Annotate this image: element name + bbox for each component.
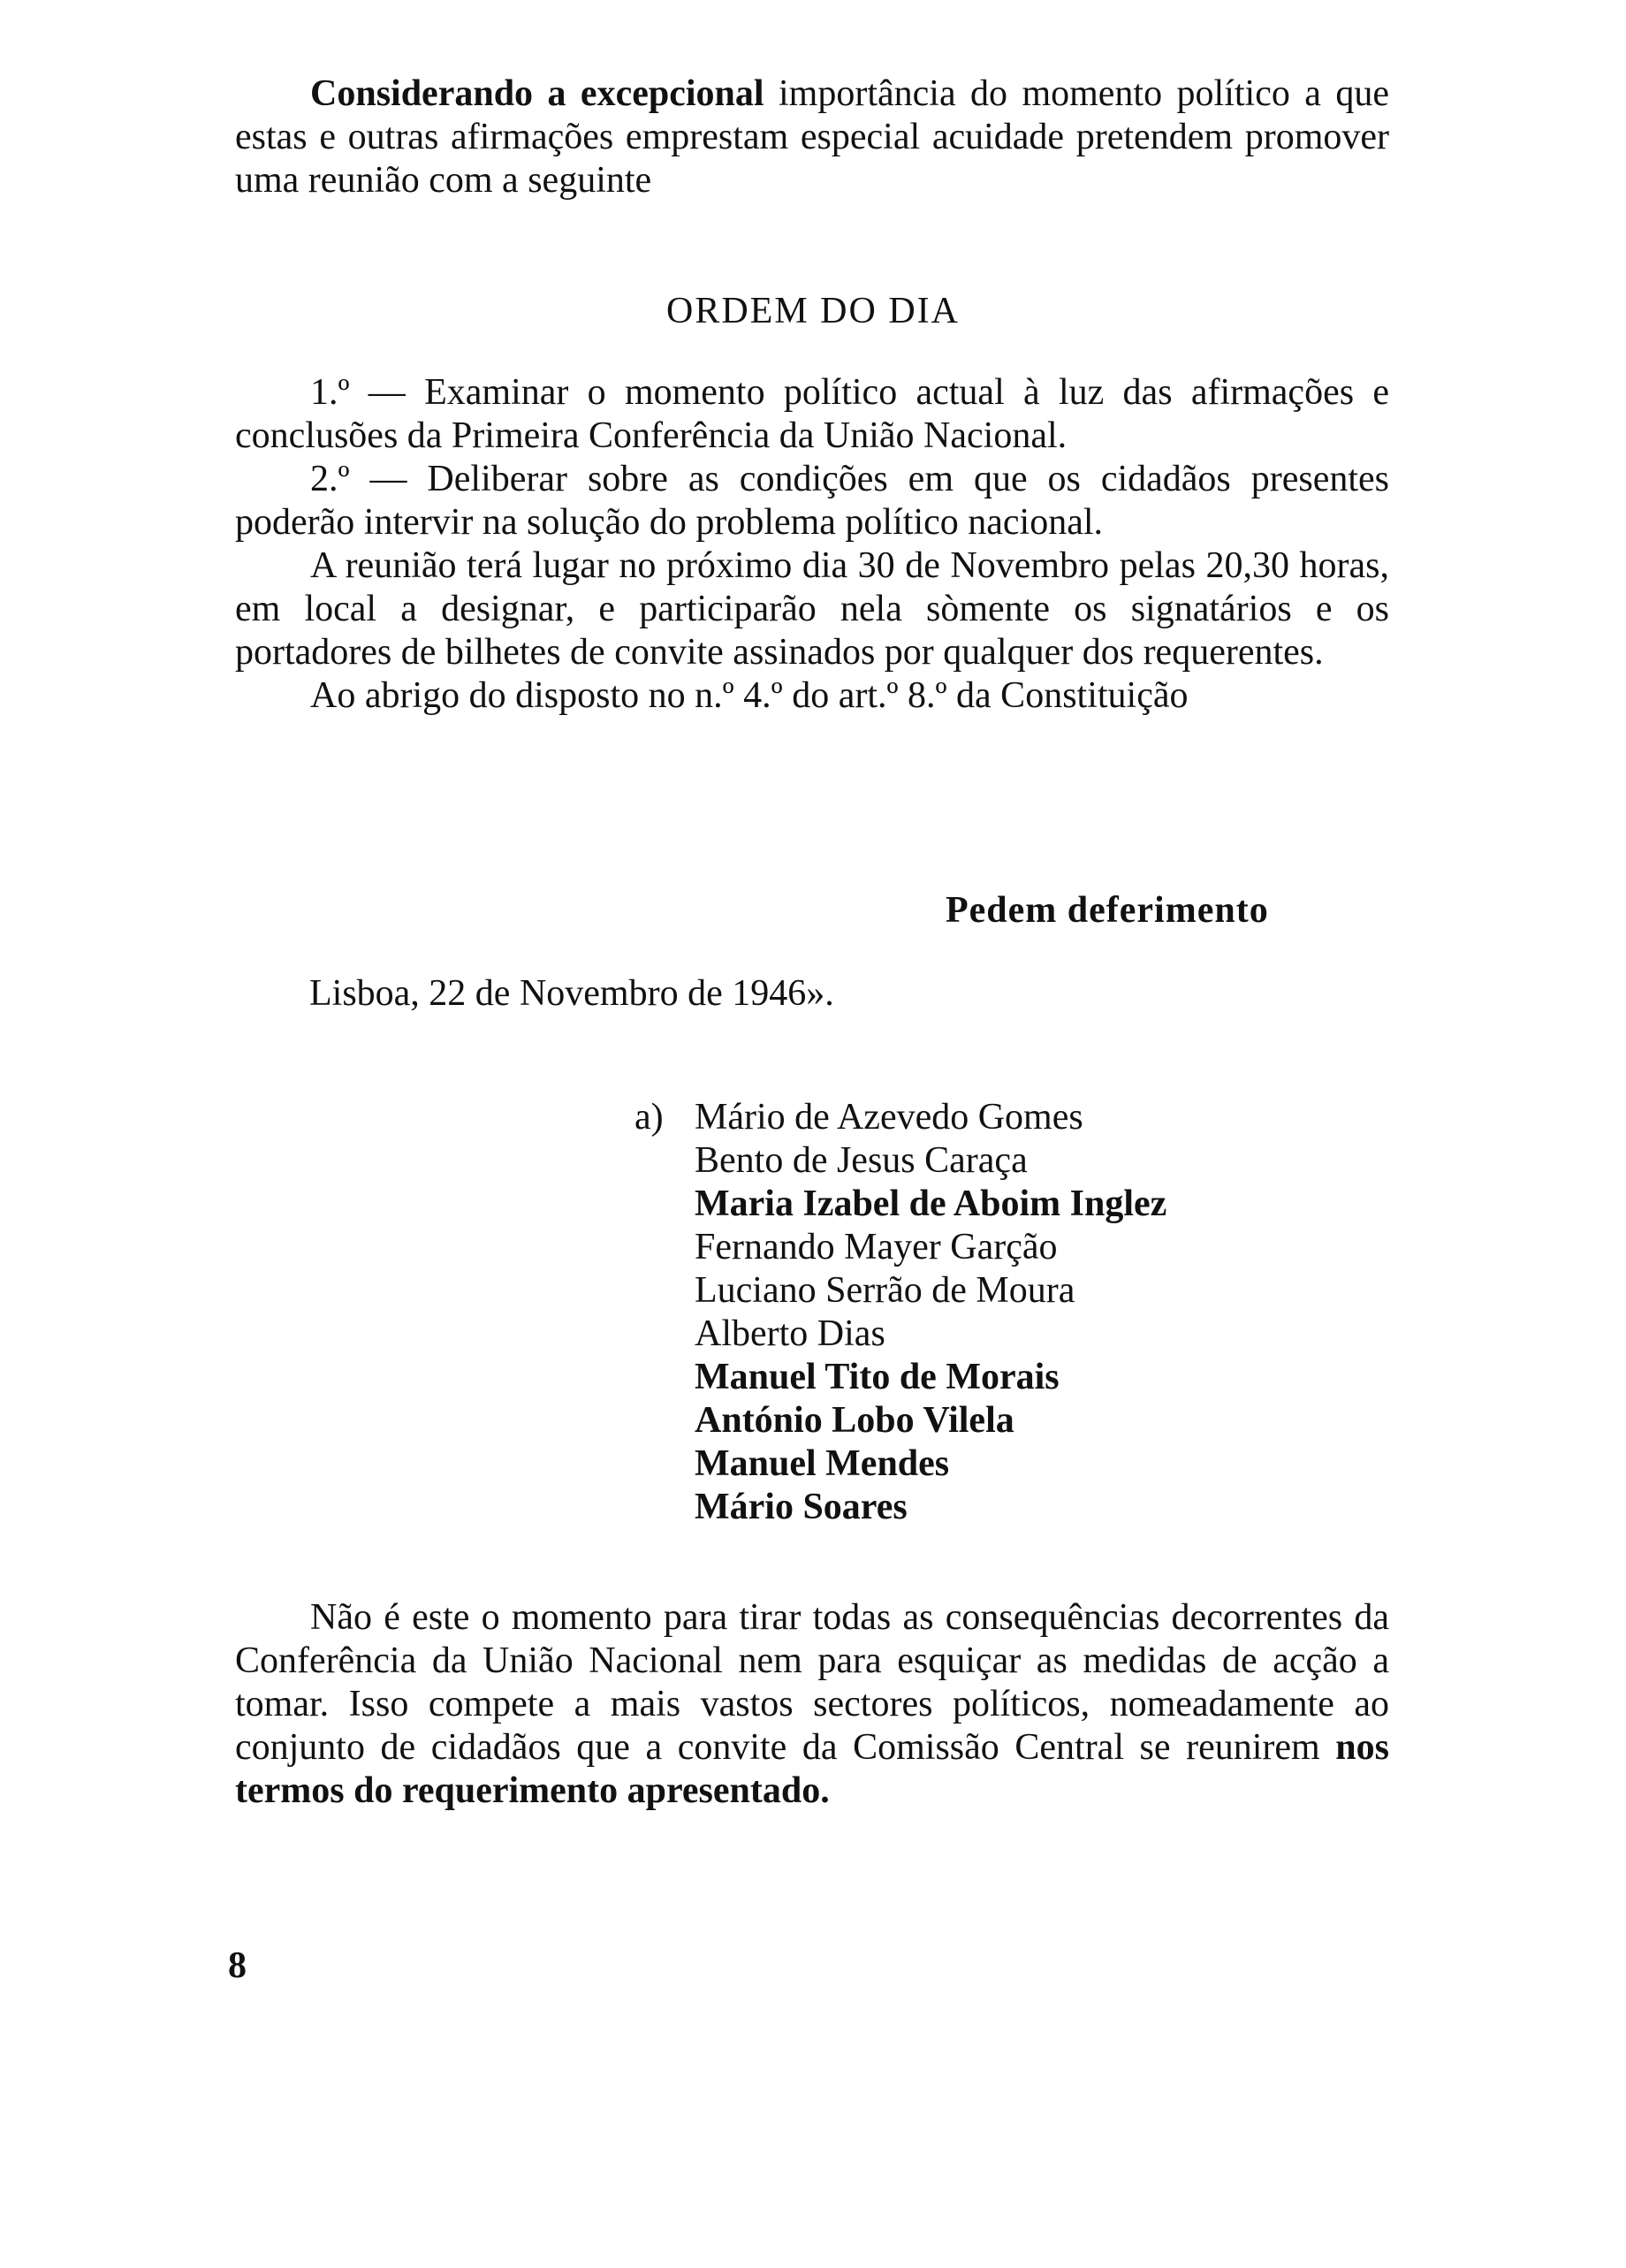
agenda-item-1: 1.º — Examinar o momento político actual à luz das afirmações e conclusões da Primeira Conferência da União Nacional. — [235, 372, 1389, 456]
signatures-marker: a) — [634, 1097, 664, 1138]
signatory: Mário de Azevedo Gomes — [695, 1097, 1083, 1138]
legal-basis-paragraph: Ao abrigo do disposto no n.º 4.º do art.º 8.º da Constituição — [310, 675, 1189, 716]
signatory: Mário Soares — [695, 1487, 908, 1527]
signatory: Bento de Jesus Caraça — [695, 1140, 1028, 1181]
dateline: Lisboa, 22 de Novembro de 1946». — [309, 973, 834, 1014]
signatory: António Lobo Vilela — [695, 1400, 1014, 1441]
signatory: Maria Izabel de Aboim Inglez — [695, 1183, 1167, 1224]
agenda-heading: ORDEM DO DIA — [666, 291, 960, 331]
signatory: Luciano Serrão de Moura — [695, 1270, 1075, 1311]
signatory: Manuel Tito de Morais — [695, 1357, 1060, 1397]
intro-rest: importância do momento político a que estas e outras afirmações emprestam especial acuidade pretendem promover uma reunião com a seguinte — [235, 73, 1389, 201]
signatories-list — [695, 1096, 1166, 1529]
final-paragraph-tail: nos termos do requerimento apresentado. — [235, 1727, 1389, 1811]
agenda-body — [235, 371, 1389, 718]
meeting-paragraph: A reunião terá lugar no próximo dia 30 de Novembro pelas 20,30 horas, em local a designar, e participarão nela sòmente os signatários e os portadores de bilhetes de convite assinados por qualquer dos requerentes. — [235, 545, 1389, 673]
signatory: Fernando Mayer Garção — [695, 1227, 1058, 1267]
page-number: 8 — [228, 1945, 247, 1986]
closing-formula: Pedem deferimento — [946, 890, 1269, 931]
intro-lead: Considerando a excepcional — [310, 73, 764, 114]
final-paragraph-text: Não é este o momento para tirar todas as consequências decorrentes da Conferência da União Nacional nem para esquiçar as medidas de acção a tomar. Isso compete a mais vastos sectores políticos, nomeadamente ao conjunto de cidadãos que a convite da Comissão Central se reunirem — [235, 1597, 1389, 1768]
signatory: Alberto Dias — [695, 1313, 885, 1354]
intro-paragraph — [235, 72, 1389, 202]
signatory: Manuel Mendes — [695, 1443, 950, 1484]
final-paragraph — [235, 1596, 1389, 1813]
agenda-item-2: 2.º — Deliberar sobre as condições em que os cidadãos presentes poderão intervir na solução do problema político nacional. — [235, 459, 1389, 543]
